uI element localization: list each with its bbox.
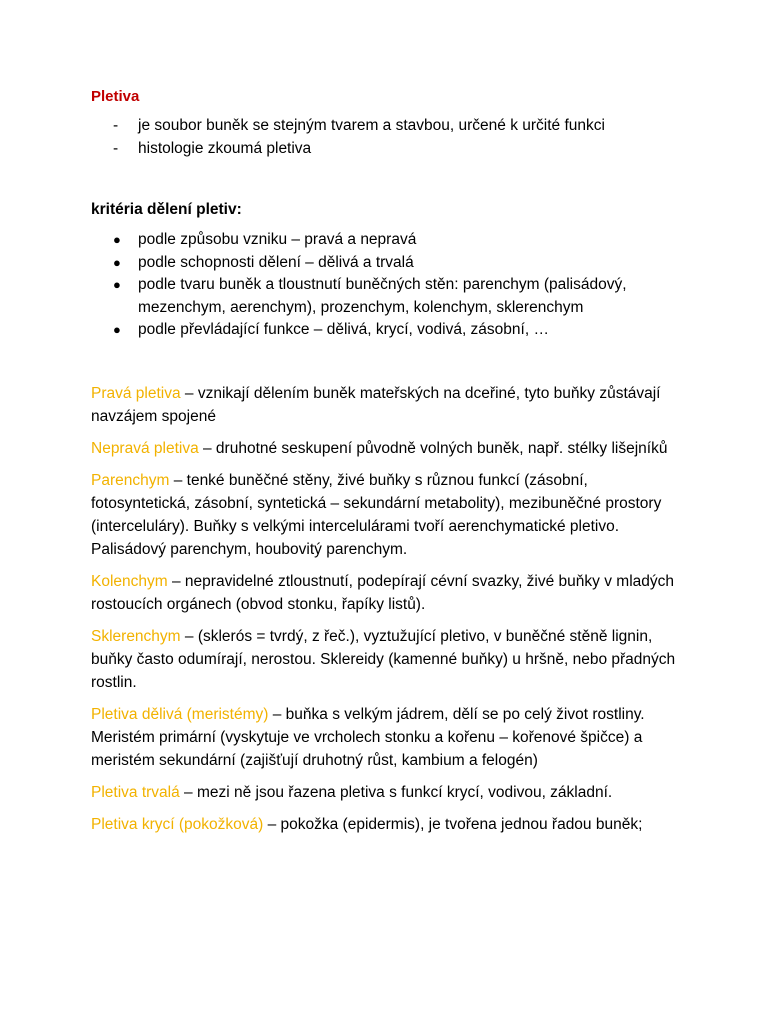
definition-paragraph — [91, 382, 688, 428]
criteria-heading: kritéria dělení pletiv: — [91, 201, 242, 218]
definition-term: Pletiva dělivá (meristémy) — [91, 705, 269, 723]
definition-paragraph — [91, 703, 688, 772]
list-item — [91, 319, 688, 342]
definition-text: – buňka s velkým jádrem, dělí se po celý život rostliny. Meristém primární (vyskytuje ve vrcholech stonku a kořenu – kořenové špičce) a meristém sekundární (zajišťují druhotný růst, kambium a felogén) — [91, 705, 645, 769]
list-item-text: podle schopnosti dělení – dělivá a trvalá — [138, 253, 414, 271]
definition-paragraph — [91, 625, 688, 694]
list-item — [91, 114, 688, 137]
intro-list — [91, 114, 688, 160]
definition-text: – druhotné seskupení původně volných buněk, např. stélky lišejníků — [198, 439, 668, 457]
definition-text: – mezi ně jsou řazena pletiva s funkcí krycí, vodivou, základní. — [179, 783, 613, 801]
list-item — [91, 229, 688, 252]
definition-text: – tenké buněčné stěny, živé buňky s různou funkcí (zásobní, fotosyntetická, zásobní, syntetická – sekundární metabolity), mezibuněčné prostory (interceluláry). Buňky s velkými intercelulárami tvoří aerenchymatické pletivo. Palisádový parenchym, houbovitý parenchym. — [91, 471, 662, 558]
definition-term: Pletiva krycí (pokožková) — [91, 815, 264, 833]
definition-term: Kolenchym — [91, 572, 168, 590]
list-item — [91, 137, 688, 160]
definitions-section — [91, 382, 688, 836]
list-item-text: je soubor buněk se stejným tvarem a stavbou, určené k určité funkci — [138, 117, 605, 134]
definition-text: – pokožka (epidermis), je tvořena jednou řadou buněk; — [263, 815, 643, 833]
definition-text: – (sklerós = tvrdý, z řeč.), vyztužující pletivo, v buněčné stěně lignin, buňky často odumírají, nerostou. Sklereidy (kamenné buňky) u hršně, nebo přadných rostlin. — [91, 627, 676, 691]
definition-paragraph — [91, 570, 688, 616]
list-item-text: podle převládající funkce – dělivá, krycí, vodivá, zásobní, … — [138, 321, 549, 338]
bullet-icon: ● — [113, 277, 121, 292]
definition-paragraph — [91, 437, 688, 460]
definition-term: Nepravá pletiva — [91, 439, 199, 457]
list-item-text: histologie zkoumá pletiva — [138, 140, 312, 157]
list-item — [91, 274, 688, 319]
dash-marker: - — [113, 140, 119, 157]
bullet-icon: ● — [113, 254, 121, 270]
definition-term: Parenchym — [91, 471, 170, 489]
list-item-text: podle způsobu vzniku – pravá a nepravá — [138, 231, 417, 248]
list-item-text: podle tvaru buněk a tloustnutí buněčných stěn: parenchym (palisádový, mezenchym, aerenchym), prozenchym, kolenchym, sklerenchym — [138, 276, 627, 316]
definition-paragraph — [91, 469, 688, 561]
document-title: Pletiva — [91, 88, 140, 105]
bullet-icon: ● — [113, 232, 121, 247]
bullet-icon: ● — [113, 322, 121, 337]
dash-marker: - — [113, 117, 119, 134]
definition-paragraph — [91, 781, 688, 804]
criteria-list — [91, 229, 688, 342]
definition-text: – nepravidelné ztloustnutí, podepírají cévní svazky, živé buňky v mladých rostoucích orgánech (obvod stonku, řapíky listů). — [91, 572, 674, 613]
definition-term: Sklerenchym — [91, 627, 181, 645]
definition-term: Pletiva trvalá — [91, 783, 180, 801]
definition-paragraph — [91, 813, 688, 836]
list-item — [91, 252, 688, 275]
definition-text: – vznikají dělením buněk mateřských na dceřiné, tyto buňky zůstávají navzájem spojené — [91, 384, 661, 425]
definition-term: Pravá pletiva — [91, 384, 181, 402]
